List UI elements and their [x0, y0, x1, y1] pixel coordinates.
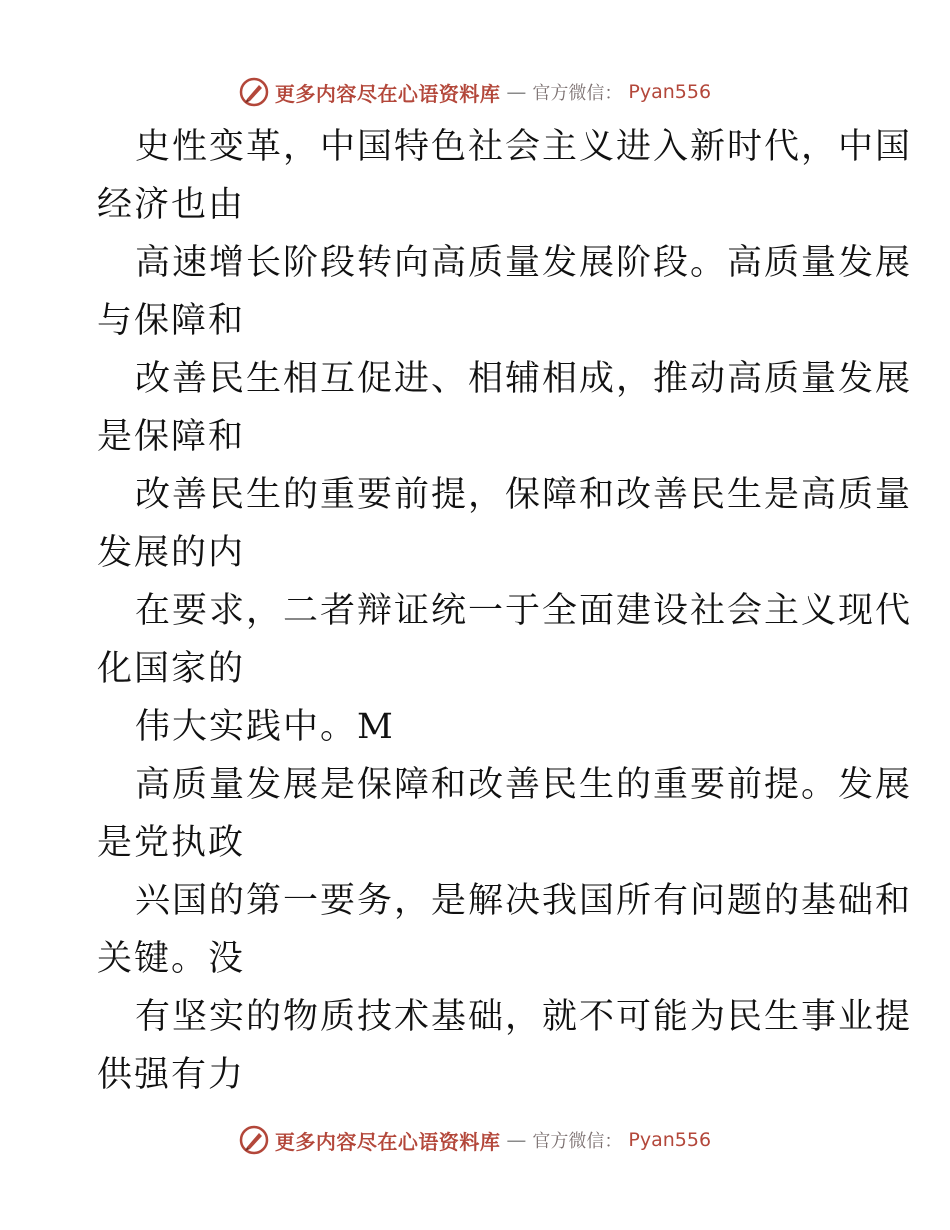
pen-logo-icon	[239, 77, 269, 107]
footer-contact-label: 官方微信：	[532, 1131, 623, 1152]
header-contact-label: 官方微信：	[532, 83, 623, 104]
body-line: 与保障和	[97, 301, 246, 341]
body-line: 史性变革，中国特色社会主义进入新时代，中国	[135, 127, 913, 167]
document-body	[97, 118, 913, 1104]
footer-title: 更多内容尽在心语资料库	[274, 1129, 501, 1154]
body-line: 伟大实践中。M	[135, 707, 395, 747]
body-line: 关键。没	[97, 939, 246, 979]
body-line: 高速增长阶段转向高质量发展阶段。高质量发展	[135, 243, 913, 283]
body-line: 高质量发展是保障和改善民生的重要前提。发展	[135, 765, 913, 805]
footer-banner	[0, 1120, 950, 1160]
body-line: 改善民生相互促进、相辅相成，推动高质量发展	[135, 359, 913, 399]
body-line: 供强有力	[97, 1055, 246, 1095]
body-line: 化国家的	[97, 649, 246, 689]
body-line: 在要求，二者辩证统一于全面建设社会主义现代	[135, 591, 913, 631]
body-line: 是保障和	[97, 417, 246, 457]
body-line: 兴国的第一要务，是解决我国所有问题的基础和	[135, 881, 913, 921]
body-line: 改善民生的重要前提，保障和改善民生是高质量	[135, 475, 913, 515]
body-line: 是党执政	[97, 823, 246, 863]
body-line: 发展的内	[97, 533, 246, 573]
footer-dash: —	[506, 1128, 527, 1152]
header-contact-id: Pyan556	[628, 81, 712, 103]
pen-logo-icon	[239, 1125, 269, 1155]
header-banner	[0, 72, 950, 112]
header-title: 更多内容尽在心语资料库	[274, 81, 501, 106]
body-line: 有坚实的物质技术基础，就不可能为民生事业提	[135, 997, 913, 1037]
header-dash: —	[506, 80, 527, 104]
footer-contact-id: Pyan556	[628, 1129, 712, 1151]
body-line: 经济也由	[97, 185, 246, 225]
